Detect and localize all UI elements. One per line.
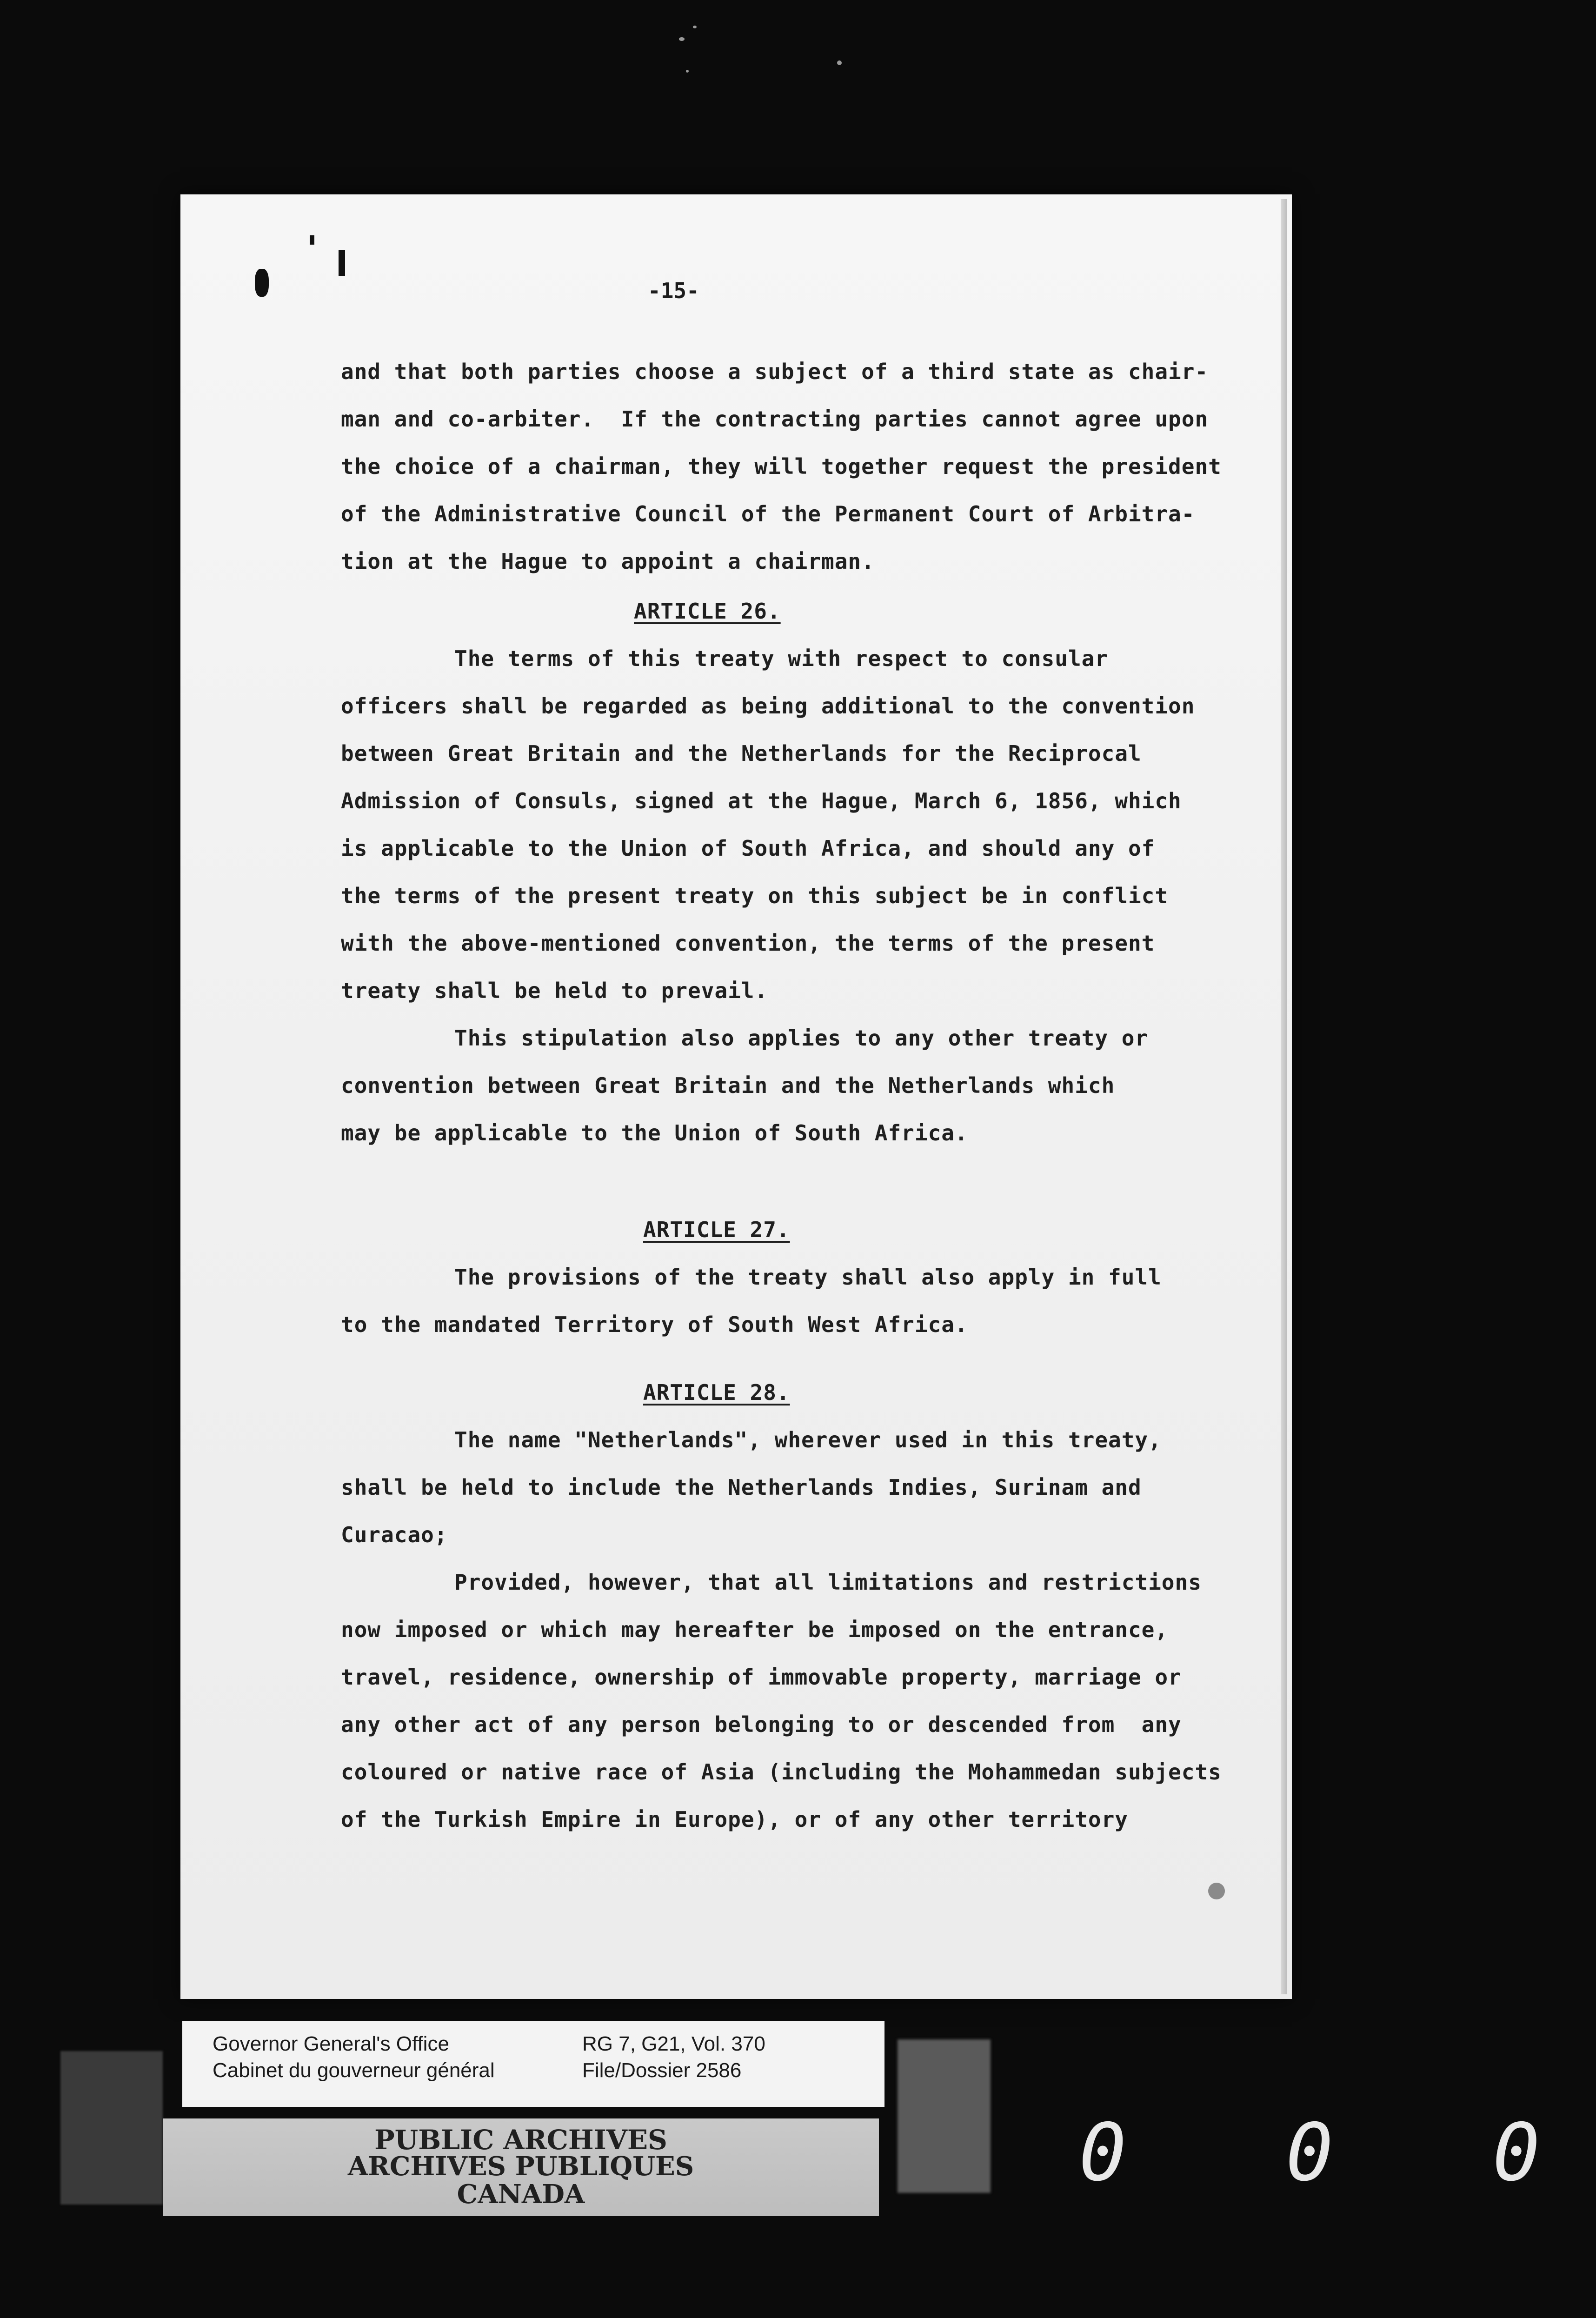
dust-speck xyxy=(679,37,685,41)
text-line: shall be held to include the Netherlands Indies, Surinam and xyxy=(341,1475,1142,1500)
article-26 xyxy=(341,587,1448,1157)
article-heading: ARTICLE 27. xyxy=(643,1217,790,1242)
text-line: Admission of Consuls, signed at the Hague, March 6, 1856, which xyxy=(341,788,1182,813)
film-shadow xyxy=(60,2051,163,2205)
text-line: This stipulation also applies to any other treaty or xyxy=(454,1026,1149,1051)
text-line: to the mandated Territory of South West Africa. xyxy=(341,1312,968,1337)
text-line: Provided, however, that all limitations and restrictions xyxy=(454,1570,1202,1595)
stamp-line-english: PUBLIC ARCHIVES xyxy=(374,2124,667,2156)
text-line: The name "Netherlands", wherever used in this treaty, xyxy=(454,1427,1162,1452)
text-line: is applicable to the Union of South Africa, and should any of xyxy=(341,836,1155,861)
dust-speck xyxy=(837,60,842,65)
file-number: File/Dossier 2586 xyxy=(582,2059,742,2082)
text-line: now imposed or which may hereafter be imposed on the entrance, xyxy=(341,1617,1169,1642)
record-group-reference: RG 7, G21, Vol. 370 xyxy=(582,2032,765,2055)
paragraph-arbitration xyxy=(341,348,1448,585)
text-line: Curacao; xyxy=(341,1522,448,1547)
text-line: officers shall be regarded as being additional to the convention xyxy=(341,693,1195,719)
text-line: of the Administrative Council of the Permanent Court of Arbitra- xyxy=(341,501,1195,526)
article-28 xyxy=(341,1369,1448,1843)
text-line: treaty shall be held to prevail. xyxy=(341,978,768,1003)
text-line: and that both parties choose a subject of a third state as chair- xyxy=(341,359,1209,384)
text-line: may be applicable to the Union of South Africa. xyxy=(341,1120,968,1146)
punch-mark xyxy=(255,269,269,297)
office-french: Cabinet du gouverneur général xyxy=(213,2059,495,2082)
page-blemish xyxy=(1208,1883,1225,1899)
text-line: The terms of this treaty with respect to consular xyxy=(454,646,1109,671)
punch-mark xyxy=(339,250,345,276)
page-number: -15- xyxy=(648,278,699,303)
article-27 xyxy=(341,1206,1448,1348)
article-heading: ARTICLE 28. xyxy=(643,1380,790,1405)
text-line: coloured or native race of Asia (including the Mohammedan subjects xyxy=(341,1759,1222,1785)
text-line: The provisions of the treaty shall also apply in full xyxy=(454,1265,1162,1290)
text-line: convention between Great Britain and the Netherlands which xyxy=(341,1073,1115,1098)
typed-page xyxy=(180,194,1292,1999)
dust-speck xyxy=(693,26,697,28)
text-line: tion at the Hague to appoint a chairman. xyxy=(341,549,875,574)
frame-counter: 0 0 0 xyxy=(1079,2107,1596,2199)
text-line: travel, residence, ownership of immovable property, marriage or xyxy=(341,1665,1182,1690)
stamp-line-canada: CANADA xyxy=(457,2179,585,2210)
dust-speck xyxy=(686,70,689,73)
text-line: of the Turkish Empire in Europe), or of any other territory xyxy=(341,1807,1128,1832)
public-archives-stamp xyxy=(163,2118,879,2216)
article-heading: ARTICLE 26. xyxy=(634,599,781,624)
text-line: any other act of any person belonging to or descended from any xyxy=(341,1712,1182,1737)
punch-mark xyxy=(310,235,314,245)
office-english: Governor General's Office xyxy=(213,2032,449,2055)
text-line: the terms of the present treaty on this subject be in conflict xyxy=(341,883,1169,908)
text-line: with the above-mentioned convention, the terms of the present xyxy=(341,931,1155,956)
text-line: the choice of a chairman, they will together request the president xyxy=(341,454,1222,479)
text-line: between Great Britain and the Netherlands for the Reciprocal xyxy=(341,741,1142,766)
film-shadow xyxy=(898,2039,991,2193)
stamp-line-french: ARCHIVES PUBLIQUES xyxy=(347,2151,694,2182)
archive-label xyxy=(182,2021,884,2107)
text-line: man and co-arbiter. If the contracting parties cannot agree upon xyxy=(341,406,1209,432)
